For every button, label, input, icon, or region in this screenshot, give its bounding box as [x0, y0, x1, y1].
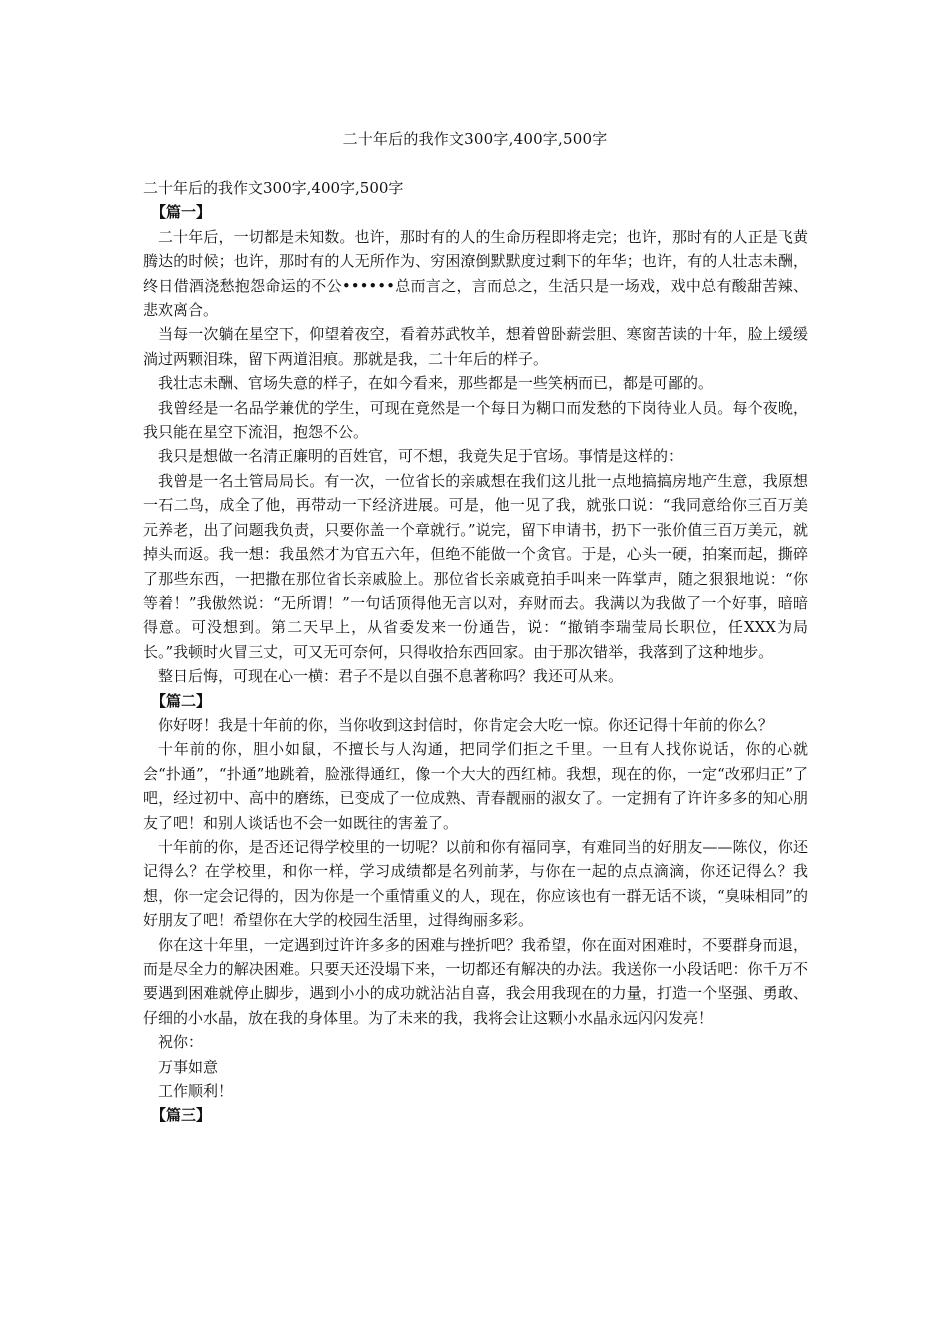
paragraph: 整日后悔，可现在心一横：君子不是以自强不息著称吗？我还可从来。	[158, 667, 624, 686]
paragraph: 十年前的你，胆小如鼠，不擅长与人沟通，把同学们拒之千里。一旦有人找你说话，你的心就会“扑通”，“扑通”地跳着，脸涨得通红，像一个大大的西红柿。我想，现在的你，一定“改邪归正”了吧，经过初中、高中的磨练，已变成了一位成熟、青春靓丽的淑女了。一定拥有了许许多多的知心朋友了吧！和别人谈话也不会一如既往的害羞了。	[143, 740, 808, 832]
paragraph: 我壮志未酬、官场失意的样子，在如今看来，那些都是一些笑柄而已，都是可鄙的。	[158, 374, 714, 393]
paragraph: 你好呀！我是十年前的你，当你收到这封信时，你肯定会大吃一惊。你还记得十年前的你么？	[158, 715, 774, 734]
paragraph: 我曾经是一名品学兼优的学生，可现在竟然是一个每日为糊口而发愁的下岗待业人员。每个夜晚，我只能在星空下流泪，抱怨不公。	[143, 398, 808, 442]
section-heading: 【篇三】	[151, 1106, 212, 1125]
section-heading: 【篇一】	[151, 203, 212, 222]
paragraph: 我曾是一名土管局局长。有一次，一位省长的亲戚想在我们这儿批一点地搞搞房地产生意，我原想一石二鸟，成全了他，再带动一下经济进展。可是，他一见了我，就张口说：“我同意给你三百万美元养老，出了问题我负责，只要你盖一个章就行。”说完，留下申请书，扔下一张价值三百万美元，就掉头而返。我一想：我虽然才为官五六年，但绝不能做一个贪官。于是，心头一硬，拍案而起，撕碎了那些东西，一把撒在那位省长亲戚脸上。那位省长亲戚竟拍手叫来一阵掌声，随之狠狠地说：“你等着！”我傲然说：“无所谓！”一句话顶得他无言以对，弃财而去。我满以为我做了一个好事，暗暗得意。可没想到。第二天早上，从省委发来一份通告，说：“撤销李瑞莹局长职位，任XXX为局长。”我顿时火冒三丈，可又无可奈何，只得收拾东西回家。由于那次错举，我落到了这种地步。	[143, 471, 808, 661]
paragraph: 万事如意	[158, 1057, 219, 1076]
paragraph: 祝你：	[158, 1033, 204, 1052]
paragraph: 我只是想做一名清正廉明的百姓官，可不想，我竟失足于官场。事情是这样的：	[158, 447, 684, 466]
document-body	[143, 176, 808, 1128]
paragraph: 十年前的你，是否还记得学校里的一切呢？以前和你有福同享，有难同当的好朋友——陈仪，你还记得么？在学校里，和你一样，学习成绩都是名列前茅，与你在一起的点点滴滴，你还记得么？我想，你一定会记得的，因为你是一个重情重义的人，现在，你应该也有一群无话不谈，“臭味相同”的好朋友了吧！希望你在大学的校园生活里，过得绚丽多彩。	[143, 837, 808, 930]
paragraph: 当每一次躺在星空下，仰望着夜空，看着苏武牧羊，想着曾卧薪尝胆、寒窗苦读的十年，脸上缓缓淌过两颗泪珠，留下两道泪痕。那就是我，二十年后的样子。	[143, 325, 808, 368]
page-title: 二十年后的我作文300字,400字,500字	[342, 130, 608, 148]
section-heading: 【篇二】	[151, 691, 212, 710]
paragraph: 你在这十年里，一定遇到过许许多多的困难与挫折吧？我希望，你在面对困难时，不要群身而退，而是尽全力的解决困难。只要天还没塌下来，一切都还有解决的办法。我送你一小段话吧：你千万不要遇到困难就停止脚步，遇到小小的成功就沾沾自喜，我会用我现在的力量，打造一个坚强、勇敢、仔细的小水晶，放在我的身体里。为了未来的我，我将会让这颗小水晶永远闪闪发亮！	[143, 935, 808, 1027]
document-subtitle: 二十年后的我作文300字,400字,500字	[143, 179, 404, 197]
paragraph: 二十年后，一切都是未知数。也许，那时有的人的生命历程即将走完；也许，那时有的人正是飞黄腾达的时候；也许，那时有的人无所作为、穷困潦倒默默度过剩下的年华；也许，有的人壮志未酬，终日借酒浇愁抱怨命运的不公••••••总而言之，言而总之，生活只是一场戏，戏中总有酸甜苦辣、悲欢离合。	[143, 227, 808, 320]
paragraph: 工作顺利！	[158, 1082, 234, 1101]
